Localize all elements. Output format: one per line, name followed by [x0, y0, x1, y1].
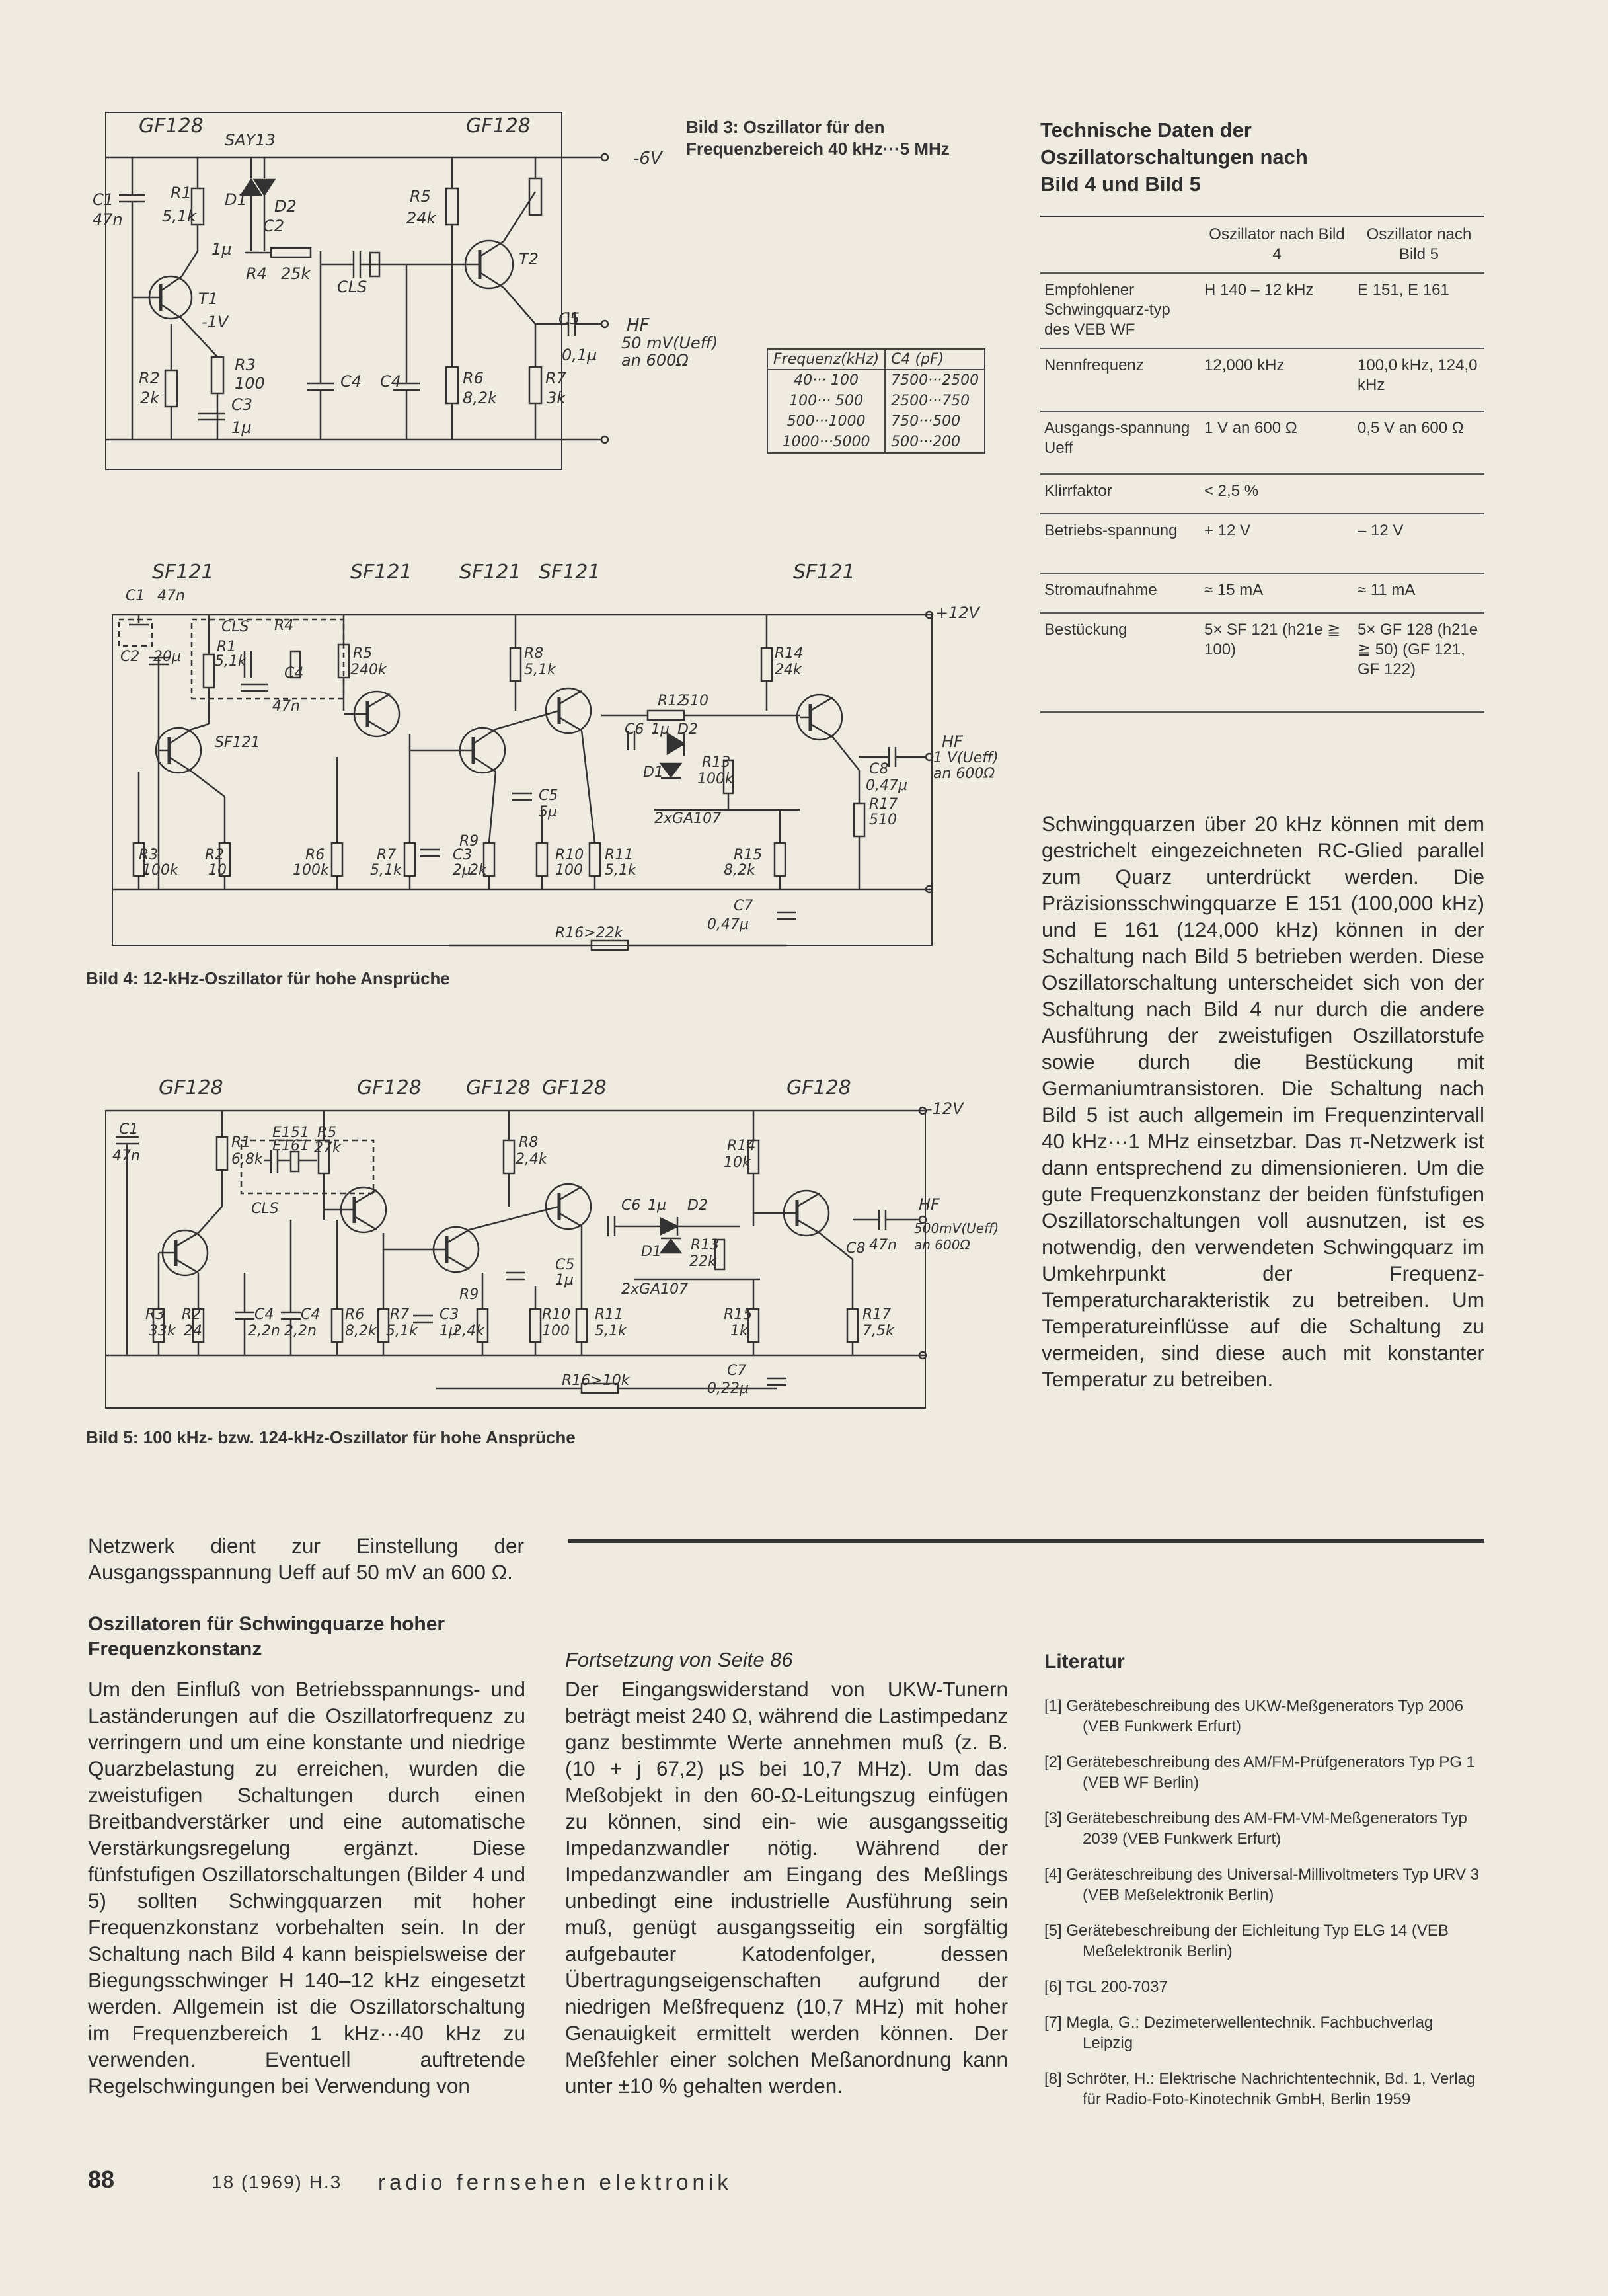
table-cell: 500···1000: [767, 411, 885, 432]
label-b4-c8: C8: [869, 761, 889, 777]
table-row: [1040, 573, 1484, 613]
caption-bild4: Bild 4: 12-kHz-Oszillator für hohe Ansprüche: [86, 969, 450, 988]
label-b4-r8: R8: [524, 645, 544, 662]
label-b5-t3: GF128: [466, 1076, 531, 1099]
label-b3-r1: R1: [171, 184, 192, 202]
label-b5-r9-val: 2,4k: [453, 1323, 484, 1339]
label-b3-c2-val: 1µ: [211, 240, 232, 258]
label-b3-hf: HF: [627, 315, 650, 335]
table-header: C4 (pF): [885, 349, 985, 370]
label-b3-supply: -6V: [633, 149, 662, 169]
label-b4-r2: R2: [205, 847, 225, 863]
label-b5-r14-val: 10k: [724, 1154, 751, 1171]
tech-data-title: Technische Daten der Oszillatorschaltungen nach Bild 4 und Bild 5: [1040, 118, 1308, 196]
paragraph: Der Eingangswiderstand von UKW-Tunern beträgt meist 240 Ω, während die Lastimpedanz ganz bestimmte Werte annehmen muß (z. B. (10 + j 67,2) µS bei 10,7 MHz). Um das Meßobjekt in den 60-Ω-Leitungszug einfügen zu können, sind ein- wie ausgangsseitig Impedanzwandler nötig. Während der Impedanzwandler am Eingang des Meßlings unbedingt eine industrielle Ausführung sein muß, genügt ausgangsseitig ein sorgfältig aufgebauter Katodenfolger, dessen Übertragungseigenschaften aufgrund der niedrigen Meßfrequenz (10,7 MHz) mit hoher Genauigkeit ermittelt werden können. Der Meßfehler einer solchen Meßanordnung kann unter ±10 % gehalten werden.: [565, 1677, 1008, 2098]
table-row: [767, 370, 985, 391]
label-b4-c5: C5: [539, 787, 558, 804]
label-b3-r3-val: 100: [235, 374, 265, 393]
table-row: [1040, 474, 1484, 514]
label-b5-c5: C5: [555, 1257, 575, 1273]
label-b5-hf: HF: [919, 1195, 940, 1214]
label-b4-r17: R17: [869, 796, 898, 812]
label-b4-r11: R11: [605, 847, 634, 863]
table-cell: 0,5 V an 600 Ω: [1354, 411, 1484, 474]
label-b4-c3-val: 2µ: [453, 862, 471, 879]
label-b3-r2: R2: [139, 369, 160, 387]
label-b5-r3: R3: [145, 1306, 165, 1323]
label-b5-r14: R14: [727, 1138, 756, 1154]
label-b5-c6: C6: [621, 1197, 641, 1214]
label-b4-ga: 2xGA107: [654, 811, 722, 827]
label-b4-c7: C7: [734, 898, 753, 914]
label-b4-hf-load: an 600Ω: [933, 766, 995, 782]
label-b3-c2: C2: [263, 217, 285, 235]
label-b4-c4: C4: [284, 665, 304, 682]
label-b3-r5: R5: [410, 187, 431, 206]
label-b3-say13: SAY13: [225, 131, 276, 149]
journal-name: radio fernsehen elektronik: [378, 2170, 732, 2194]
label-b5-r11-val: 5,1k: [595, 1323, 627, 1339]
label-b3-cls: CLS: [337, 278, 367, 296]
table-cell: ≈ 11 mA: [1354, 573, 1484, 613]
label-b5-r7: R7: [390, 1306, 410, 1323]
label-b5-d2: D2: [687, 1197, 708, 1214]
label-b5-r5: R5: [317, 1125, 337, 1141]
page-number: 88: [88, 2166, 115, 2193]
label-b5-r8-val: 2,4k: [516, 1151, 547, 1168]
label-b5-ga: 2xGA107: [621, 1281, 689, 1298]
label-b5-c8: C8: [846, 1240, 866, 1257]
label-b5-t1: GF128: [159, 1076, 223, 1099]
label-b5-r13-val: 22k: [689, 1253, 716, 1270]
issue-info: 18 (1969) H.3: [211, 2172, 342, 2192]
label-b4-c6-val: 1µ: [651, 721, 670, 738]
label-b5-c4b-val: 2,2n: [284, 1323, 317, 1339]
label-b4-t1-name: SF121: [215, 734, 260, 751]
label-b3-c5-val: 0,1µ: [562, 346, 597, 364]
label-b4-r15: R15: [734, 847, 763, 863]
label-b3-d1: D1: [225, 190, 247, 209]
list-item: [6] TGL 200-7037: [1044, 1978, 1168, 1996]
table-header: Frequenz(kHz): [767, 349, 885, 370]
label-b4-d1: D1: [643, 764, 664, 781]
label-b4-hf-out: 1 V(Ueff): [933, 750, 999, 766]
section-divider: [568, 1539, 1484, 1543]
table-cell: + 12 V: [1200, 514, 1354, 573]
label-b5-t5: GF128: [786, 1076, 851, 1099]
table-cell: Bestückung: [1040, 613, 1200, 712]
label-b5-r3-val: 33k: [149, 1323, 176, 1339]
table-cell: Empfohlener Schwingquarz-typ des VEB WF: [1040, 273, 1200, 348]
label-b4-r9-val: 2k: [469, 862, 487, 879]
label-b3-hf-out: 50 mV(Ueff): [621, 334, 718, 352]
label-b5-c7: C7: [727, 1363, 747, 1379]
label-b4-r9: R9: [459, 833, 479, 850]
label-b3-d2: D2: [274, 197, 297, 216]
label-b5-c1: C1: [119, 1121, 139, 1138]
table-row: [1040, 273, 1484, 348]
table-header: Oszillator nach Bild 5: [1366, 225, 1472, 263]
label-b4-c4-val: 47n: [272, 698, 300, 715]
label-b5-r8: R8: [519, 1134, 539, 1151]
label-b4-r14: R14: [775, 645, 804, 662]
label-b4-t4: SF121: [539, 561, 601, 584]
table-row: [1040, 348, 1484, 411]
label-b4-c1-val: 47n: [157, 588, 185, 604]
label-b4-r17-val: 510: [869, 812, 897, 828]
label-b4-r11-val: 5,1k: [605, 862, 636, 879]
label-b5-c8-val: 47n: [869, 1237, 897, 1253]
label-b5-c4a: C4: [254, 1306, 274, 1323]
label-b4-c2: C2: [120, 649, 140, 665]
label-b4-r5-val: 240k: [350, 662, 387, 678]
label-b3-r4-val: 25k: [281, 264, 311, 283]
label-b4-r12: R12: [658, 693, 687, 709]
label-b4-r7: R7: [377, 847, 397, 863]
label-b3-c1: C1: [93, 190, 114, 209]
label-b3-t1: GF128: [139, 114, 204, 138]
label-b5-c4b: C4: [301, 1306, 321, 1323]
label-b5-r2: R2: [182, 1306, 202, 1323]
list-item: [1] Gerätebeschreibung des UKW-Meßgenerators Typ 2006 (VEB Funkwerk Erfurt): [1044, 1697, 1464, 1735]
label-b4-d2: D2: [677, 721, 698, 738]
label-b3-t2-name: T2: [519, 250, 539, 268]
label-b5-hf-out: 500mV(Ueff): [914, 1220, 999, 1236]
table-cell: Ausgangs-spannung Ueff: [1040, 411, 1200, 474]
table-cell: 5× GF 128 (h21e ≧ 50) (GF 121, GF 122): [1354, 613, 1484, 712]
left-section-heading: Oszillatoren für Schwingquarze hoher Frequenzkonstanz: [88, 1613, 445, 1660]
label-b5-r5-val: 27k: [314, 1140, 341, 1156]
left-intro-text: [88, 1532, 524, 1585]
label-b5-r16: R16>10k: [562, 1372, 630, 1389]
table-header-row: [1040, 218, 1484, 273]
label-b5-r2-val: 24: [184, 1323, 202, 1339]
table-cell: 5× SF 121 (h21e ≧ 100): [1200, 613, 1354, 712]
label-b5-c3: C3: [440, 1306, 459, 1323]
label-b3-c4b: C4: [380, 372, 402, 391]
label-b4-t1: SF121: [152, 561, 214, 584]
label-b3-t1-name: T1: [198, 290, 218, 308]
label-b5-r10-val: 100: [542, 1323, 570, 1339]
table-cell: 2500···750: [885, 391, 985, 411]
label-b4-t3: SF121: [459, 561, 521, 584]
label-b5-c7-val: 0,22µ: [707, 1380, 749, 1397]
table-cell: [1354, 474, 1484, 514]
table-cell: E 151, E 161: [1354, 273, 1484, 348]
label-b4-r6-val: 100k: [293, 862, 329, 879]
schematic-bild4: [99, 559, 1011, 962]
table-cell: 100,0 kHz, 124,0 kHz: [1354, 348, 1484, 411]
label-b5-c5-val: 1µ: [555, 1272, 574, 1288]
label-b3-r7-val: 3k: [547, 389, 566, 407]
table-cell: Stromaufnahme: [1040, 573, 1200, 613]
label-b3-c4a: C4: [340, 372, 362, 391]
table-row: [767, 411, 985, 432]
list-item: [7] Megla, G.: Dezimeterwellentechnik. Fachbuchverlag Leipzig: [1044, 2014, 1434, 2052]
table-header: [1040, 218, 1200, 273]
table-cell: 100··· 500: [767, 391, 885, 411]
label-b4-r3: R3: [139, 847, 159, 863]
label-b4-c6: C6: [625, 721, 644, 738]
table-cell: H 140 – 12 kHz: [1200, 273, 1354, 348]
label-b3-r5-val: 24k: [406, 209, 436, 227]
table-header: Oszillator nach Bild 4: [1209, 225, 1345, 263]
label-b4-t5: SF121: [793, 561, 855, 584]
label-b3-c3: C3: [231, 395, 253, 414]
label-b4-hf: HF: [942, 732, 963, 751]
label-b5-cls: CLS: [251, 1201, 279, 1217]
label-b4-r1: R1: [217, 639, 237, 655]
label-b4-c8-val: 0,47µ: [866, 777, 907, 794]
label-b5-c3-val: 1µ: [440, 1323, 458, 1339]
table-cell: Betriebs-spannung: [1040, 514, 1200, 573]
label-b4-c3: C3: [453, 847, 473, 863]
label-b4-c2-val: 20µ: [153, 649, 181, 665]
left-body-text: [88, 1676, 525, 2099]
label-b4-r7-val: 5,1k: [370, 862, 402, 879]
label-b5-c6-val: 1µ: [648, 1197, 666, 1214]
label-b3-bias: -1V: [202, 313, 229, 331]
list-item: [5] Gerätebeschreibung der Eichleitung Typ ELG 14 (VEB Meßelektronik Berlin): [1044, 1922, 1449, 1960]
label-b4-c5-val: 5µ: [539, 804, 557, 820]
label-b3-r6-val: 8,2k: [463, 389, 498, 407]
label-b5-r17: R17: [862, 1306, 892, 1323]
caption-bild5: Bild 5: 100 kHz- bzw. 124-kHz-Oszillator für hohe Ansprüche: [86, 1427, 576, 1447]
label-b4-supply: +12V: [935, 604, 980, 622]
table-row: [767, 391, 985, 411]
label-b5-r1: R1: [231, 1134, 251, 1151]
label-b5-r17-val: 7,5k: [862, 1323, 894, 1339]
table-cell: 7500···2500: [885, 370, 985, 391]
label-b4-r2-val: 10: [208, 862, 227, 879]
tech-data-table: [1040, 218, 1484, 713]
label-b5-t4: GF128: [542, 1076, 607, 1099]
label-b5-xtal-b: E161: [272, 1138, 309, 1154]
label-b5-c1-val: 47n: [112, 1148, 140, 1164]
label-b4-r15-val: 8,2k: [724, 862, 755, 879]
label-b5-r6-val: 8,2k: [345, 1323, 377, 1339]
table-header-row: [767, 349, 985, 370]
bild3-frequency-table: [767, 348, 985, 454]
label-b5-r15: R15: [724, 1306, 753, 1323]
mid-body-text: [565, 1676, 1008, 2099]
literature-heading: Literatur: [1044, 1651, 1125, 1673]
label-b5-supply: -12V: [927, 1099, 964, 1118]
list-item: [8] Schröter, H.: Elektrische Nachrichtentechnik, Bd. 1, Verlag für Radio-Foto-Kinotechnik GmbH, Berlin 1959: [1044, 2070, 1476, 2108]
label-b5-r7-val: 5,1k: [386, 1323, 418, 1339]
label-b4-r16: R16>22k: [555, 925, 623, 941]
table-cell: < 2,5 %: [1200, 474, 1354, 514]
paragraph: Schwingquarzen über 20 kHz können mit dem gestrichelt eingezeichneten RC-Glied parallel zum Quarz unterdrückt werden. Die Präzisionsschwingquarze E 151 (100,000 kHz) und E 161 (124,000 kHz) können in der Schaltung nach Bild 5 betrieben werden. Diese Oszillatorschaltung unterscheidet sich von der Schaltung nach Bild 4 nur durch die andere Ausführung der zweistufigen Oszillatorstufe sowie durch die Bestückung mit Germaniumtransistoren. Die Schaltung nach Bild 5 ist auch allgemein im Frequenzintervall 40 kHz···1 MHz einsetzbar. Das π-Netzwerk ist dann entsprechend zu dimensionieren. Um die gute Frequenzkonstanz der beiden fünfstufigen Oszillatorschaltungen voll ausnutzen, ist es notwendig, den verwendeten Schwingquarz im Umkehrpunkt der Frequenz-Temperaturcharakteristik zu betreiben. Um Temperatureinflüsse auf die Schaltung zu vermeiden, sind diese auch mit konstanter Temperatur zu betreiben.: [1042, 812, 1484, 1391]
label-b4-t2: SF121: [350, 561, 412, 584]
table-cell: ≈ 15 mA: [1200, 573, 1354, 613]
label-b4-r5: R5: [353, 645, 373, 662]
label-b3-c3-val: 1µ: [231, 418, 252, 437]
table-cell: 40··· 100: [767, 370, 885, 391]
label-b3-r2-val: 2k: [140, 389, 160, 407]
tech-data-rule: [1040, 216, 1484, 217]
label-b3-c1-val: 47n: [93, 210, 123, 229]
label-b4-r6: R6: [305, 847, 325, 863]
label-b5-xtal-a: E151: [272, 1125, 309, 1141]
label-b5-r6: R6: [345, 1306, 365, 1323]
mid-heading: Fortsetzung von Seite 86: [565, 1648, 793, 1671]
label-b3-c5: C5: [558, 309, 580, 328]
table-cell: 750···500: [885, 411, 985, 432]
label-b4-r13: R13: [702, 754, 731, 771]
table-row: [1040, 613, 1484, 712]
list-item: [3] Gerätebeschreibung des AM-FM-VM-Meßgenerators Typ 2039 (VEB Funkwerk Erfurt): [1044, 1809, 1467, 1848]
label-b5-r9: R9: [459, 1287, 479, 1303]
right-column-text: [1042, 811, 1484, 1392]
label-b3-r7: R7: [545, 369, 566, 387]
table-cell: Klirrfaktor: [1040, 474, 1200, 514]
table-row: [1040, 411, 1484, 474]
label-b4-r13-val: 100k: [697, 771, 734, 787]
label-b5-r11: R11: [595, 1306, 624, 1323]
table-cell: 500···200: [885, 432, 985, 453]
label-b5-r13: R13: [691, 1237, 720, 1253]
label-b4-r10: R10: [555, 847, 584, 863]
label-b4-r14-val: 24k: [775, 662, 802, 678]
table-row: [1040, 514, 1484, 573]
label-b5-r1-val: 6,8k: [231, 1151, 263, 1168]
list-item: [4] Geräteschreibung des Universal-Millivoltmeters Typ URV 3 (VEB Meßelektronik Berlin): [1044, 1866, 1480, 1904]
table-cell: 1000···5000: [767, 432, 885, 453]
label-b3-hf-load: an 600Ω: [621, 351, 689, 370]
list-item: [2] Gerätebeschreibung des AM/FM-Prüfgenerators Typ PG 1 (VEB WF Berlin): [1044, 1753, 1475, 1792]
table-cell: Nennfrequenz: [1040, 348, 1200, 411]
table-cell: 12,000 kHz: [1200, 348, 1354, 411]
label-b5-c4a-val: 2,2n: [248, 1323, 280, 1339]
label-b3-t2: GF128: [466, 114, 531, 138]
label-b3-r3: R3: [235, 356, 256, 374]
label-b3-r4: R4: [246, 264, 267, 283]
label-b3-r6: R6: [463, 369, 484, 387]
label-b4-r1-val: 5,1k: [215, 653, 247, 670]
label-b5-d1: D1: [641, 1244, 662, 1260]
label-b5-r10: R10: [542, 1306, 571, 1323]
label-b4-c1: C1: [126, 588, 145, 604]
caption-bild3: Bild 3: Oszillator für den Frequenzbereich 40 kHz···5 MHz: [686, 117, 950, 159]
label-b5-hf-load: an 600Ω: [914, 1237, 970, 1253]
paragraph: Netzwerk dient zur Einstellung der Ausgangsspannung Ueff auf 50 mV an 600 Ω.: [88, 1534, 524, 1584]
table-cell: 1 V an 600 Ω: [1200, 411, 1354, 474]
table-row: [767, 432, 985, 453]
literature-list: [1044, 1696, 1486, 2125]
label-b4-r8-val: 5,1k: [524, 662, 556, 678]
paragraph: Um den Einfluß von Betriebsspannungs- und Laständerungen auf die Oszillatorfrequenz zu verringern und um eine konstante und niedrige Quarzbelastung zu erreichen, wurden die zweistufigen Schaltungen durch einen Breitbandverstärker und eine automatische Verstärkungsregelung ergänzt. Diese fünfstufigen Oszillatorschaltungen (Bilder 4 und 5) sollten Schwingquarzen mit hoher Frequenzkonstanz vorbehalten sein. In der Schaltung nach Bild 4 kann beispielsweise der Biegungsschwinger H 140–12 kHz eingesetzt werden. Allgemein ist die Oszillatorschaltung im Frequenzbereich 1 kHz···40 kHz zu verwenden. Eventuell auftretende Regelschwingungen bei Verwendung von: [88, 1677, 525, 2098]
label-b4-r10-val: 100: [555, 862, 583, 879]
label-b5-t2: GF128: [357, 1076, 422, 1099]
label-b4-r3-val: 100k: [142, 862, 178, 879]
label-b4-r12-val: 510: [681, 693, 708, 709]
label-b4-cls: CLS: [221, 619, 249, 635]
label-b5-r15-val: 1k: [730, 1323, 748, 1339]
label-b4-r4: R4: [274, 617, 294, 634]
schematic-bild5: [93, 1074, 1005, 1425]
label-b4-c7-val: 0,47µ: [707, 916, 749, 933]
label-b3-r1-val: 5,1k: [162, 207, 197, 225]
table-cell: – 12 V: [1354, 514, 1484, 573]
